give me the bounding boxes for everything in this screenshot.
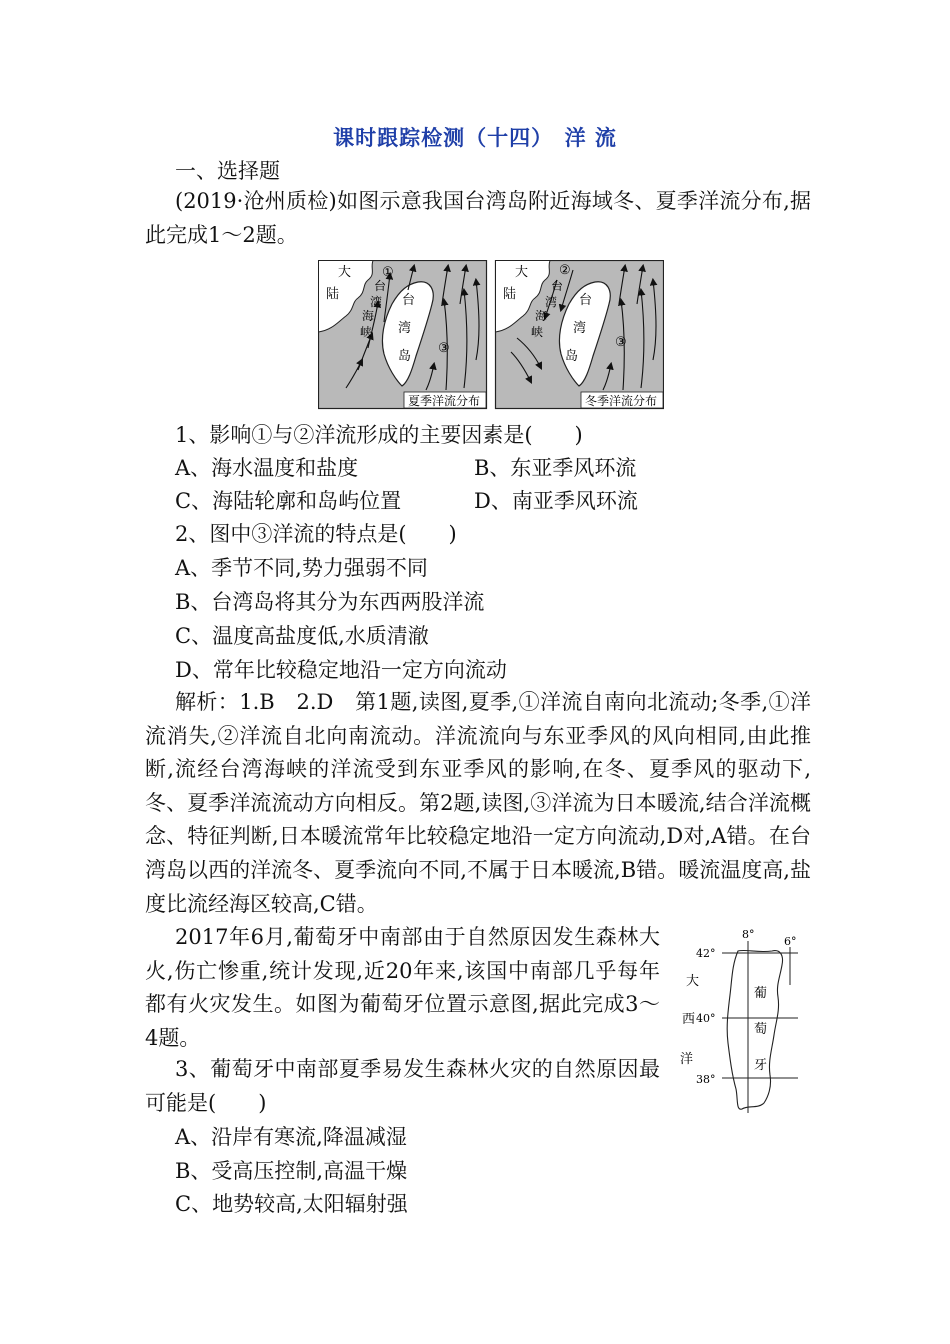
label-strait-d2: 峡 (531, 325, 544, 339)
label-continent-2b: 陆 (503, 287, 517, 302)
q1-option-d: D、南亚季风环流 (474, 489, 638, 513)
label-strait-d: 峡 (360, 325, 373, 339)
label-strait-a: 台 (374, 279, 387, 293)
q3-option-a: A、沿岸有寒流,降温减湿 (175, 1125, 407, 1149)
taiwan-currents-map (318, 260, 664, 410)
country-label-2: 萄 (754, 1022, 768, 1037)
lat-label-40: 40° (696, 1012, 716, 1025)
current-marker-2: ② (559, 263, 571, 278)
winter-panel (496, 261, 664, 409)
winter-caption: 冬季洋流分布 (585, 394, 658, 408)
current-marker-3b: ③ (615, 335, 627, 350)
q3-option-b: B、受高压控制,高温干燥 (175, 1159, 408, 1183)
ocean-label-1: 大 (686, 974, 700, 989)
label-island-a: 台 (402, 293, 416, 308)
label-continent-1: 大 (338, 265, 352, 280)
section-heading: 一、选择题 (175, 159, 280, 183)
q3-stem: 3、葡萄牙中南部夏季易发生森林火灾的自然原因最可能是( ) (145, 1057, 660, 1115)
current-marker-1: ① (382, 265, 394, 280)
q2-option-d: D、常年比较稳定地沿一定方向流动 (175, 658, 507, 682)
q1-option-b: B、东亚季风环流 (474, 456, 637, 480)
country-label-1: 葡 (754, 986, 768, 1001)
ocean-label-3: 洋 (680, 1052, 694, 1067)
q2-option-c: C、温度高盐度低,水质清澈 (175, 624, 429, 648)
current-marker-3: ③ (438, 341, 450, 356)
label-strait-c: 海 (362, 309, 375, 323)
summer-caption: 夏季洋流分布 (408, 394, 481, 408)
label-strait-a2: 台 (551, 279, 564, 293)
lat-label-42: 42° (696, 947, 716, 960)
q2-option-b: B、台湾岛将其分为东西两股洋流 (175, 590, 485, 614)
q2-stem: 2、图中③洋流的特点是( ) (175, 522, 457, 546)
label-island-c: 岛 (398, 349, 412, 364)
label-island-a2: 台 (579, 293, 593, 308)
label-strait-b: 湾 (370, 295, 383, 309)
q1-option-c: C、海陆轮廓和岛屿位置 (175, 489, 402, 513)
q3-option-c: C、地势较高,太阳辐射强 (175, 1192, 408, 1216)
ocean-label-2: 西 (682, 1012, 696, 1027)
label-strait-b2: 湾 (545, 295, 558, 309)
page-title: 课时跟踪检测（十四） 洋 流 (333, 125, 617, 150)
portugal-location-map (672, 925, 807, 1117)
q2-option-a: A、季节不同,势力强弱不同 (175, 556, 428, 580)
label-strait-c2: 海 (535, 309, 548, 323)
q1-stem: 1、影响①与②洋流形成的主要因素是( ) (175, 423, 583, 447)
q1-option-a: A、海水温度和盐度 (175, 456, 359, 480)
label-island-c2: 岛 (565, 349, 579, 364)
intro-paragraph-1: (2019·沧州质检)如图示意我国台湾岛附近海域冬、夏季洋流分布,据此完成1～2题。 (145, 189, 811, 247)
summer-panel (319, 261, 487, 409)
lon-label-8: 8° (742, 928, 755, 941)
label-island-b2: 湾 (573, 321, 587, 336)
intro-paragraph-2: 2017年6月,葡萄牙中南部由于自然原因发生森林大火,伤亡惨重,统计发现,近20年来,该国中南部几乎每年都有火灾发生。如图为葡萄牙位置示意图,据此完成3～4题。 (145, 925, 660, 1050)
label-continent-2: 陆 (326, 287, 340, 302)
analysis-paragraph: 解析：1.B 2.D 第1题,读图,夏季,①洋流自南向北流动;冬季,①洋流消失,②洋流自北向南流动。洋流流向与东亚季风的风向相同,由此推断,流经台湾海峡的洋流受到东亚季风的影响,在冬、夏季风的驱动下,冬、夏季洋流流动方向相反。第2题,读图,③洋流为日本暖流,结合洋流概念、特征判断,日本暖流常年比较稳定地沿一定方向流动,D对,A错。在台湾岛以西的洋流冬、夏季流向不同,不属于日本暖流,B错。暖流温度高,盐度比流经海区较高,C错。 (145, 690, 811, 916)
label-island-b: 湾 (398, 321, 412, 336)
lon-label-6: 6° (784, 935, 797, 948)
country-label-3: 牙 (754, 1058, 768, 1073)
label-continent-1b: 大 (515, 265, 529, 280)
lat-label-38: 38° (696, 1073, 716, 1086)
